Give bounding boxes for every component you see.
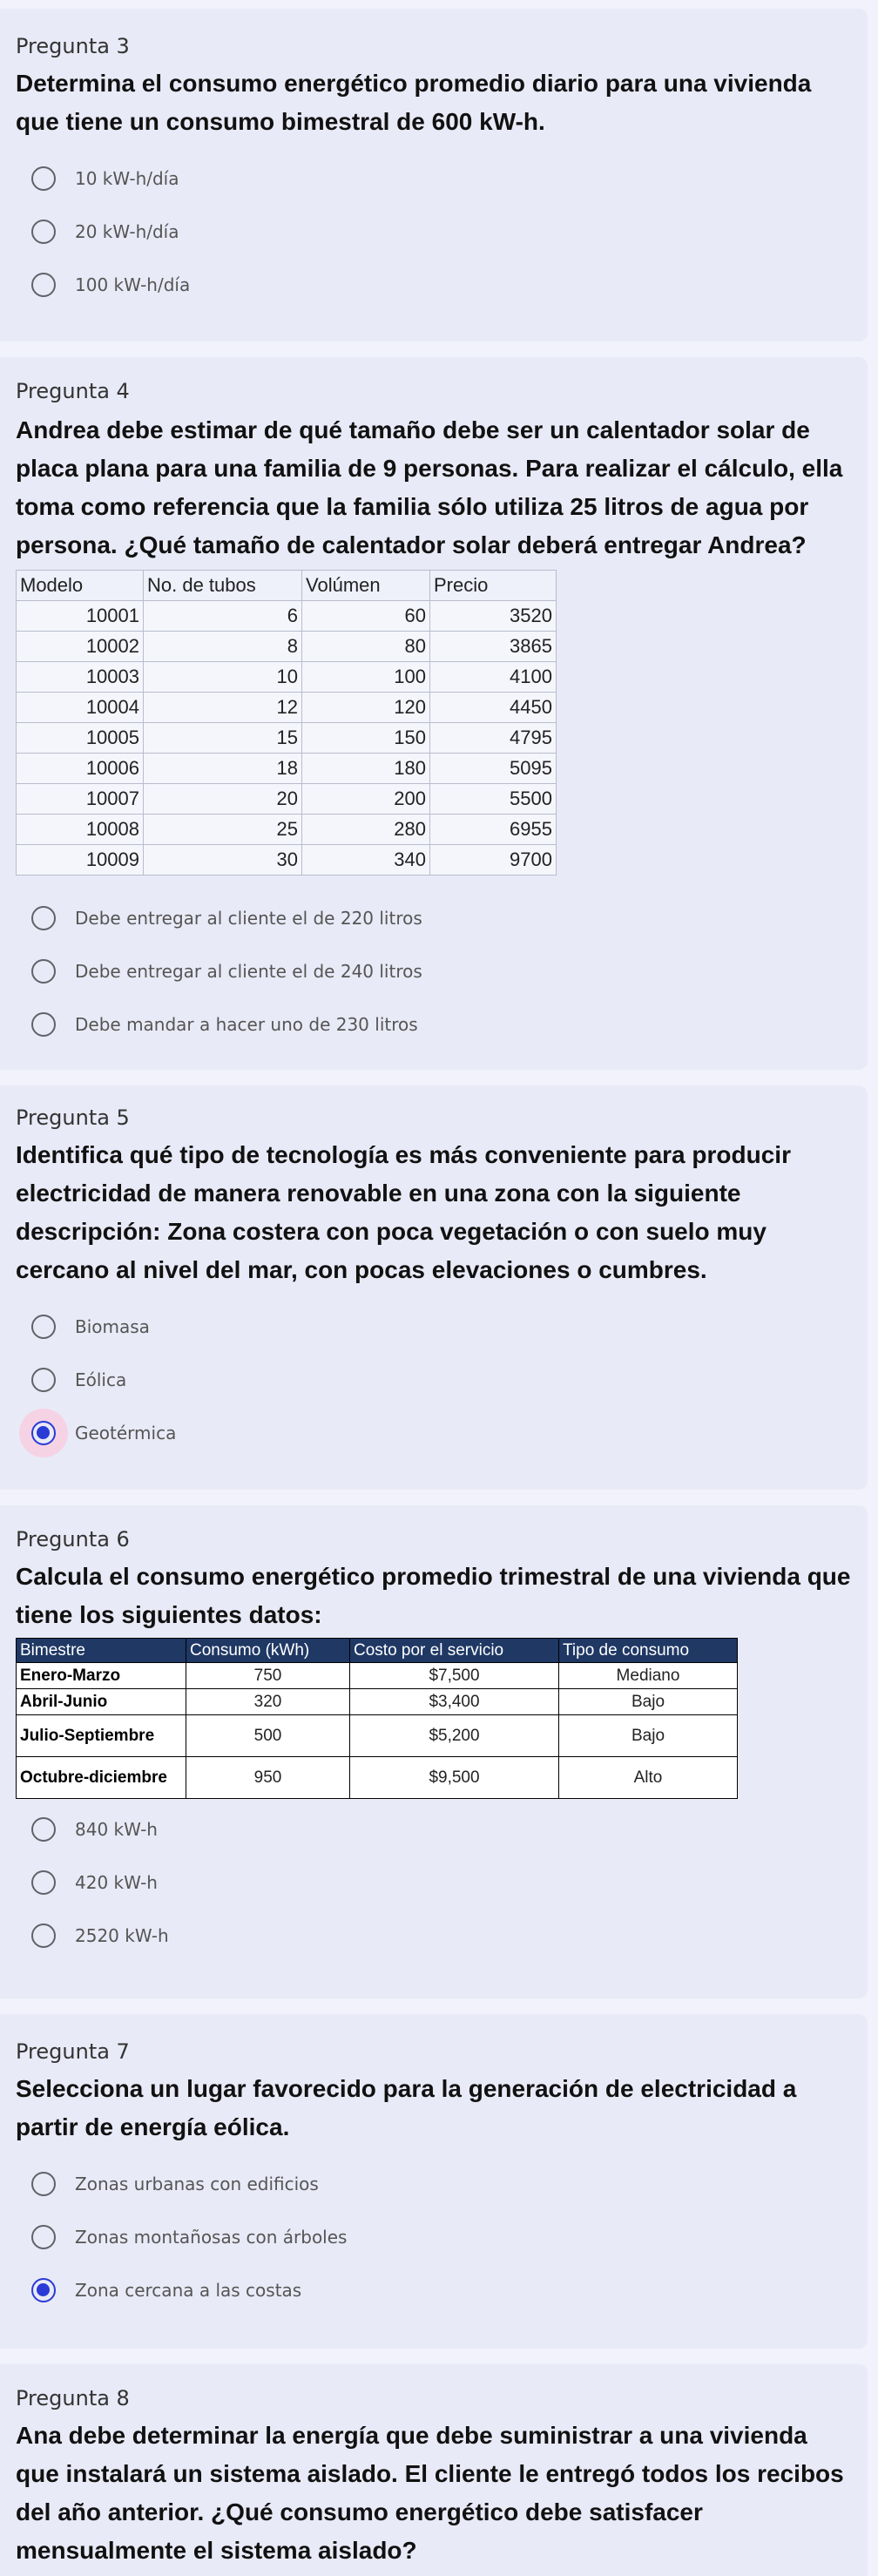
option-100-kwh[interactable]: 100 kW-h/día bbox=[16, 258, 852, 311]
table-row: Enero-Marzo 750 $7,500 Mediano bbox=[17, 1663, 738, 1689]
table-row: 10007 20 200 5500 bbox=[17, 784, 557, 815]
question-text: Ana debe determinar la energía que debe suministrar a una vivienda que instalará un sistema aislado. El cliente le entregó todos los recibos del año anterior. ¿Qué consumo energético debe satisfacer mensualmente el sistema aislado? bbox=[16, 2422, 844, 2564]
table-row: Abril-Junio 320 $3,400 Bajo bbox=[17, 1689, 738, 1715]
radio-button[interactable] bbox=[31, 1870, 56, 1895]
radio-button-selected[interactable] bbox=[31, 2278, 56, 2302]
radio-button[interactable] bbox=[31, 1817, 56, 1842]
question-number: Pregunta 5 bbox=[16, 1105, 130, 1130]
option-220-litros[interactable]: Debe entregar al cliente el de 220 litros bbox=[16, 891, 852, 944]
table-row: 10008 25 280 6955 bbox=[17, 815, 557, 845]
radio-button[interactable] bbox=[31, 273, 56, 297]
radio-button[interactable] bbox=[31, 1012, 56, 1037]
radio-button[interactable] bbox=[31, 959, 56, 984]
option-240-litros[interactable]: Debe entregar al cliente el de 240 litros bbox=[16, 944, 852, 997]
option-20-kwh[interactable]: 20 kW-h/día bbox=[16, 205, 852, 258]
col-tipo: Tipo de consumo bbox=[559, 1639, 738, 1663]
question-card-7 bbox=[0, 2014, 868, 2349]
option-zonas-urbanas[interactable]: Zonas urbanas con edificios bbox=[16, 2157, 852, 2210]
radio-button[interactable] bbox=[31, 2172, 56, 2196]
question-text: Identifica qué tipo de tecnología es más conveniente para producir electricidad de manera renovable en una zona con la siguiente descripción: Zona costera con poca vegetación o con suelo muy cercano al nivel del mar, con pocas elevaciones o cumbres. bbox=[16, 1141, 791, 1283]
table-row: 10001 6 60 3520 bbox=[17, 601, 557, 632]
question-card-4 bbox=[0, 357, 868, 1070]
question-number: Pregunta 8 bbox=[16, 2386, 130, 2410]
table-row: Octubre-diciembre 950 $9,500 Alto bbox=[17, 1757, 738, 1799]
option-840-kwh[interactable]: 840 kW-h bbox=[16, 1802, 852, 1856]
option-biomasa[interactable]: Biomasa bbox=[16, 1300, 852, 1353]
radio-button[interactable] bbox=[31, 1315, 56, 1339]
col-modelo: Modelo bbox=[17, 571, 144, 601]
col-tubos: No. de tubos bbox=[144, 571, 302, 601]
option-420-kwh[interactable]: 420 kW-h bbox=[16, 1856, 852, 1909]
col-bimestre: Bimestre bbox=[17, 1639, 186, 1663]
col-precio: Precio bbox=[430, 571, 557, 601]
question-text: Selecciona un lugar favorecido para la generación de electricidad a partir de energía eólica. bbox=[16, 2075, 797, 2140]
option-zonas-montanosas[interactable]: Zonas montañosas con árboles bbox=[16, 2210, 852, 2263]
radio-button-selected[interactable] bbox=[31, 1421, 56, 1445]
question-number: Pregunta 3 bbox=[16, 34, 130, 58]
radio-button[interactable] bbox=[31, 1924, 56, 1948]
option-eolica[interactable]: Eólica bbox=[16, 1353, 852, 1406]
table-row: 10009 30 340 9700 bbox=[17, 845, 557, 876]
col-costo: Costo por el servicio bbox=[350, 1639, 559, 1663]
question-text: Determina el consumo energético promedio diario para una vivienda que tiene un consumo bimestral de 600 kW-h. bbox=[16, 70, 812, 135]
radio-button[interactable] bbox=[31, 166, 56, 191]
table-row: 10006 18 180 5095 bbox=[17, 754, 557, 784]
question-card-5 bbox=[0, 1085, 868, 1490]
option-geotermica[interactable]: Geotérmica bbox=[16, 1406, 852, 1459]
question-card-8 bbox=[0, 2364, 868, 2576]
question-number: Pregunta 7 bbox=[16, 2039, 130, 2064]
question-number: Pregunta 4 bbox=[16, 379, 130, 403]
radio-button[interactable] bbox=[31, 220, 56, 244]
table-row: Julio-Septiembre 500 $5,200 Bajo bbox=[17, 1715, 738, 1757]
radio-button[interactable] bbox=[31, 2225, 56, 2249]
heater-table bbox=[16, 570, 557, 876]
option-230-litros[interactable]: Debe mandar a hacer uno de 230 litros bbox=[16, 997, 852, 1051]
table-row: 10002 8 80 3865 bbox=[17, 632, 557, 662]
option-zona-costas[interactable]: Zona cercana a las costas bbox=[16, 2263, 852, 2316]
question-number: Pregunta 6 bbox=[16, 1527, 130, 1552]
col-volumen: Volúmen bbox=[302, 571, 430, 601]
question-text: Andrea debe estimar de qué tamaño debe ser un calentador solar de placa plana para una familia de 9 personas. Para realizar el cálculo, ella toma como referencia que la familia sólo utiliza 25 litros de agua por persona. ¿Qué tamaño de calentador solar deberá entregar Andrea? bbox=[16, 416, 843, 558]
question-card-3 bbox=[0, 9, 868, 341]
table-row: 10004 12 120 4450 bbox=[17, 693, 557, 723]
question-text: Calcula el consumo energético promedio trimestral de una vivienda que tiene los siguientes datos: bbox=[16, 1563, 851, 1628]
radio-button[interactable] bbox=[31, 1368, 56, 1392]
radio-button[interactable] bbox=[31, 906, 56, 930]
table-row: 10003 10 100 4100 bbox=[17, 662, 557, 693]
table-row: 10005 15 150 4795 bbox=[17, 723, 557, 754]
col-consumo: Consumo (kWh) bbox=[186, 1639, 350, 1663]
consumption-table bbox=[16, 1638, 738, 1799]
question-card-6 bbox=[0, 1505, 868, 1998]
option-10-kwh[interactable]: 10 kW-h/día bbox=[16, 152, 852, 205]
option-2520-kwh[interactable]: 2520 kW-h bbox=[16, 1909, 852, 1962]
